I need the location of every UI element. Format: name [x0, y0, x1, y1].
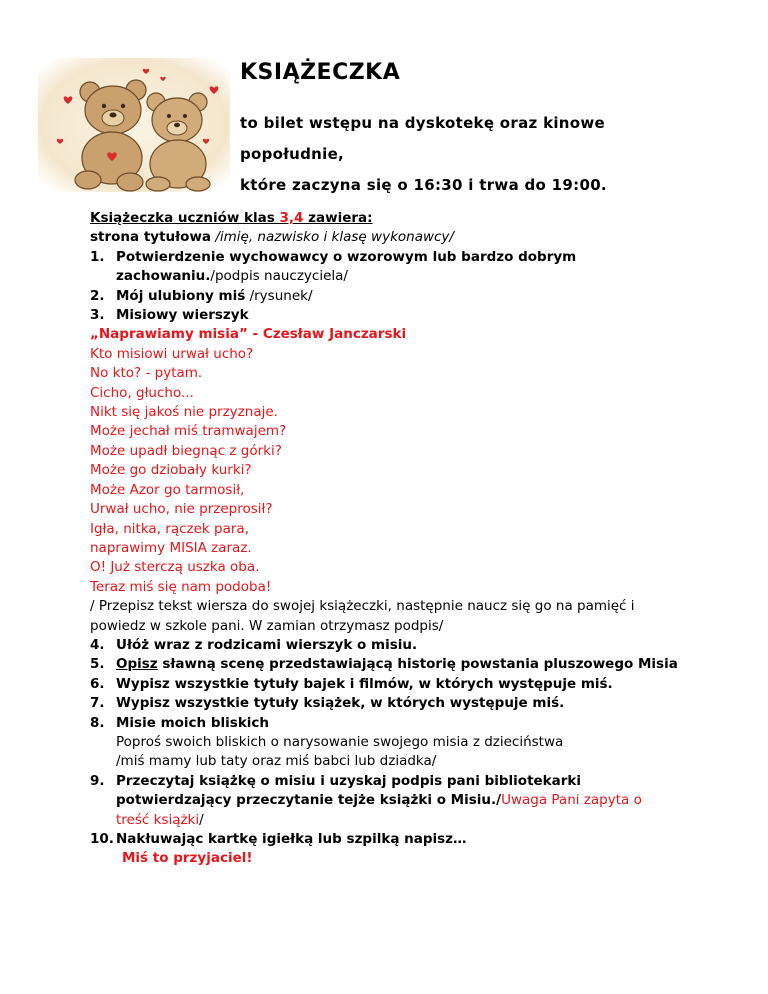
poem-line: Urwał ucho, nie przeprosił?	[90, 501, 273, 518]
item-text: Potwierdzenie wychowawcy o wzorowym lub bardzo dobrym	[116, 248, 577, 265]
title-page-label: strona tytułowa	[90, 229, 212, 246]
poem-line: Nikt się jakoś nie przyznaje.	[90, 404, 278, 421]
poem-line: Teraz miś się nam podoba!	[90, 578, 272, 595]
list-item	[90, 714, 690, 733]
section-heading	[90, 209, 690, 228]
item-number: 6.	[90, 675, 105, 692]
item-note: /podpis nauczyciela/	[210, 268, 348, 285]
item-text: Nakłuwając kartkę igiełką lub szpilką napisz…	[116, 831, 467, 847]
intro-line: które zaczyna się o 16:30 i trwa do 19:00.	[240, 176, 607, 194]
item-number: 9.	[90, 772, 105, 789]
closing-line: Miś to przyjaciel!	[122, 850, 253, 867]
teddy-bears-icon	[38, 58, 230, 192]
poem-line: naprawimy MISIA zaraz.	[90, 539, 252, 556]
item-continuation	[90, 791, 690, 810]
list-item	[90, 655, 690, 674]
poem-line: Może upadł biegnąc z górki?	[90, 442, 282, 459]
poem-instruction: powiedz w szkole pani. W zamian otrzymasz podpis/	[90, 617, 444, 634]
item-number: 3.	[90, 307, 105, 324]
item-note: treść książki	[116, 811, 200, 828]
list-item	[90, 287, 690, 306]
item-continuation	[90, 267, 690, 286]
item-number: 4.	[90, 636, 105, 653]
item-note: Uwaga Pani zapyta o	[501, 792, 642, 809]
item-continuation	[90, 811, 690, 830]
item-text: Mój ulubiony miś	[116, 287, 246, 304]
intro-text	[240, 108, 660, 201]
list-item	[90, 306, 690, 325]
item-text: Misie moich bliskich	[116, 714, 270, 731]
poem-line: Może Azor go tarmosił,	[90, 481, 245, 498]
item-text: Wypisz wszystkie tytuły książek, w których występuje miś.	[116, 695, 565, 712]
title-page-line	[90, 228, 690, 247]
document-body	[90, 209, 690, 869]
item-text: zachowaniu.	[116, 268, 211, 285]
intro-line: popołudnie,	[240, 145, 345, 163]
poem-line: Może jechał miś tramwajem?	[90, 423, 287, 440]
item-number: 5.	[90, 656, 105, 673]
list-item	[90, 830, 690, 849]
item-text: sławną scenę przedstawiającą historię powstania pluszowego Misia	[157, 656, 678, 673]
item-text: Misiowy wierszyk	[116, 307, 249, 324]
poem-title: „Naprawiamy misia” - Czesław Janczarski	[90, 326, 407, 343]
item-number: 10.	[90, 831, 114, 847]
item-text: Przeczytaj książkę o misiu i uzyskaj podpis pani bibliotekarki	[116, 772, 582, 789]
heading-suffix: zawiera:	[303, 210, 373, 226]
item-note: /	[199, 811, 204, 828]
poem	[90, 345, 690, 597]
poem-line: Igła, nitka, rączek para,	[90, 520, 249, 537]
item-number: 8.	[90, 714, 105, 731]
item-continuation: Poproś swoich bliskich o narysowanie swojego misia z dzieciństwa	[116, 733, 564, 750]
list-item	[90, 675, 690, 694]
list-item	[90, 772, 690, 791]
item-number: 1.	[90, 248, 105, 265]
heading-prefix: Książeczka uczniów klas	[90, 210, 280, 226]
poem-line: No kto? - pytam.	[90, 365, 203, 382]
poem-line: Kto misiowi urwał ucho?	[90, 345, 254, 362]
item-text: Wypisz wszystkie tytuły bajek i filmów, w których występuje miś.	[116, 675, 613, 692]
item-text: Opisz	[116, 656, 158, 673]
item-number: 7.	[90, 695, 105, 712]
item-number: 2.	[90, 287, 105, 304]
heading-classes: 3,4	[279, 210, 304, 226]
item-note: /rysunek/	[245, 287, 313, 304]
poem-line: Cicho, głucho...	[90, 384, 194, 401]
item-text: potwierdzający przeczytanie tejże książki o Misiu./	[116, 792, 502, 809]
poem-line: O! Już sterczą uszka oba.	[90, 559, 260, 576]
list-item	[90, 248, 690, 267]
poem-instruction: / Przepisz tekst wiersza do swojej książeczki, następnie naucz się go na pamięć i	[90, 598, 635, 615]
poem-line: Może go dziobały kurki?	[90, 462, 252, 479]
list-item	[90, 636, 690, 655]
title-page-note: /imię, nazwisko i klasę wykonawcy/	[211, 229, 454, 246]
item-continuation: /miś mamy lub taty oraz miś babci lub dziadka/	[116, 753, 437, 770]
document-title: KSIĄŻECZKA	[240, 60, 401, 85]
intro-line: to bilet wstępu na dyskotekę oraz kinowe	[240, 114, 606, 132]
item-text: Ułóż wraz z rodzicami wierszyk o misiu.	[116, 636, 418, 653]
list-item	[90, 694, 690, 713]
